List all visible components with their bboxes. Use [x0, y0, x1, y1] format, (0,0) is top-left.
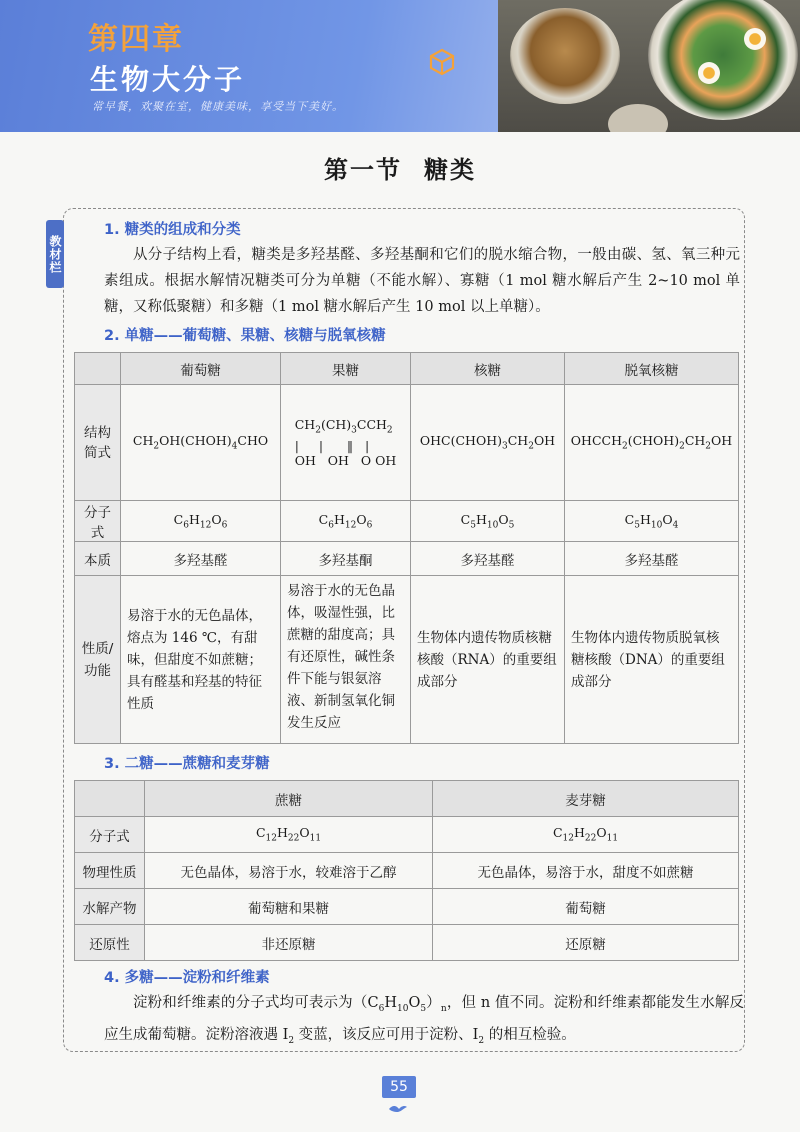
table-row [75, 889, 739, 925]
structure-ribose: $OHC(CHOH)_3CH_2OH$ [411, 385, 565, 501]
chapter-title: 生物大分子 [90, 63, 246, 96]
heading-monosaccharides: 2. 单糖——葡萄糖、果糖、核糖与脱氧核糖 [104, 328, 386, 344]
essence-ribose: 多羟基醛 [411, 542, 565, 576]
table-header-row [75, 353, 739, 385]
table-corner [75, 781, 145, 817]
structure-fructose: $CH_2(CH)_3CCH_2$ | | ‖ | OH OH O OH [281, 385, 411, 501]
row-label-physical: 物理性质 [75, 853, 145, 889]
col-deoxyribose: 脱氧核糖 [565, 353, 739, 385]
table-row [75, 501, 739, 542]
monosaccharide-table [74, 352, 739, 744]
chapter-motto: 常早餐，欢聚在室，健康美味，享受当下美好。 [92, 100, 344, 113]
property-deoxyribose: 生物体内遗传物质脱氧核糖核酸（DNA）的重要组成部分 [565, 576, 739, 744]
property-ribose: 生物体内遗传物质核糖核酸（RNA）的重要组成部分 [411, 576, 565, 744]
table-header-row [75, 781, 739, 817]
row-label-property: 性质/功能 [75, 576, 121, 744]
table-corner [75, 353, 121, 385]
formula-ribose: $C_5H_{10}O_5$ [411, 501, 565, 542]
food-photo [498, 0, 800, 132]
side-tab: 教材栏 [46, 220, 64, 288]
table-row [75, 853, 739, 889]
row-label-formula: 分子式 [75, 501, 121, 542]
heading-polysaccharides: 4. 多糖——淀粉和纤维素 [104, 970, 270, 986]
structure-glucose: $CH_2OH(CHOH)_4CHO$ [121, 385, 281, 501]
property-fructose: 易溶于水的无色晶体，吸湿性强，比蔗糖的甜度高；具有还原性，碱性条件下能与银氨溶液、新制氢氧化铜发生反应 [281, 576, 411, 744]
disaccharide-table [74, 780, 739, 961]
section-title: 第一节 糖类 [324, 155, 476, 184]
table-row [75, 542, 739, 576]
physical-maltose: 无色晶体，易溶于水，甜度不如蔗糖 [433, 853, 739, 889]
col-maltose: 麦芽糖 [433, 781, 739, 817]
row-label-essence: 本质 [75, 542, 121, 576]
reducing-sucrose: 非还原糖 [145, 925, 433, 961]
heading-composition: 1. 糖类的组成和分类 [104, 222, 241, 238]
hydrolysis-sucrose: 葡萄糖和果糖 [145, 889, 433, 925]
property-glucose: 易溶于水的无色晶体，熔点为 146 ℃，有甜味，但甜度不如蔗糖；具有醛基和羟基的特征性质 [121, 576, 281, 744]
essence-glucose: 多羟基醛 [121, 542, 281, 576]
paragraph-composition: 从分子结构上看，糖类是多羟基醛、多羟基酮和它们的脱水缩合物，一般由碳、氢、氧三种元素组成。根据水解情况糖类可分为单糖（不能水解）、寡糖（1 mol 糖水解后产生 2~10 mol 单糖，又称低聚糖）和多糖（1 mol 糖水解后产生 10 mol 以上单糖）。 [104, 247, 740, 315]
essence-fructose: 多羟基酮 [281, 542, 411, 576]
chapter-banner [0, 0, 800, 132]
formula-glucose: $C_6H_{12}O_6$ [121, 501, 281, 542]
cube-icon [428, 48, 456, 76]
page-number: 55 [382, 1076, 416, 1098]
formula-sucrose: $C_{12}H_{22}O_{11}$ [145, 817, 433, 853]
reducing-maltose: 还原糖 [433, 925, 739, 961]
table-row [75, 576, 739, 744]
table-row [75, 385, 739, 501]
hydrolysis-maltose: 葡萄糖 [433, 889, 739, 925]
row-label-structure: 结构简式 [75, 385, 121, 501]
table-row [75, 925, 739, 961]
bird-icon [388, 1102, 408, 1114]
formula-fructose: $C_6H_{12}O_6$ [281, 501, 411, 542]
table-row [75, 817, 739, 853]
col-sucrose: 蔗糖 [145, 781, 433, 817]
formula-deoxyribose: $C_5H_{10}O_4$ [565, 501, 739, 542]
row-label-reducing: 还原性 [75, 925, 145, 961]
physical-sucrose: 无色晶体，易溶于水，较难溶于乙醇 [145, 853, 433, 889]
row-label-hydrolysis: 水解产物 [75, 889, 145, 925]
formula-maltose: $C_{12}H_{22}O_{11}$ [433, 817, 739, 853]
structure-deoxyribose: $OHCCH_2(CHOH)_2CH_2OH$ [565, 385, 739, 501]
heading-disaccharides: 3. 二糖——蔗糖和麦芽糖 [104, 756, 270, 772]
col-glucose: 葡萄糖 [121, 353, 281, 385]
paragraph-polysaccharides: 淀粉和纤维素的分子式均可表示为$(C_6H_{10}O_5)_n$，但 n 值不同。淀粉和纤维素都能发生水解反应生成葡萄糖。淀粉溶液遇 $I_2$ 变蓝，该反应可用于淀粉、$I_2$ 的相互检验。 [104, 995, 745, 1046]
essence-deoxyribose: 多羟基醛 [565, 542, 739, 576]
chapter-number: 第四章 [88, 22, 184, 57]
row-label-formula: 分子式 [75, 817, 145, 853]
col-fructose: 果糖 [281, 353, 411, 385]
col-ribose: 核糖 [411, 353, 565, 385]
